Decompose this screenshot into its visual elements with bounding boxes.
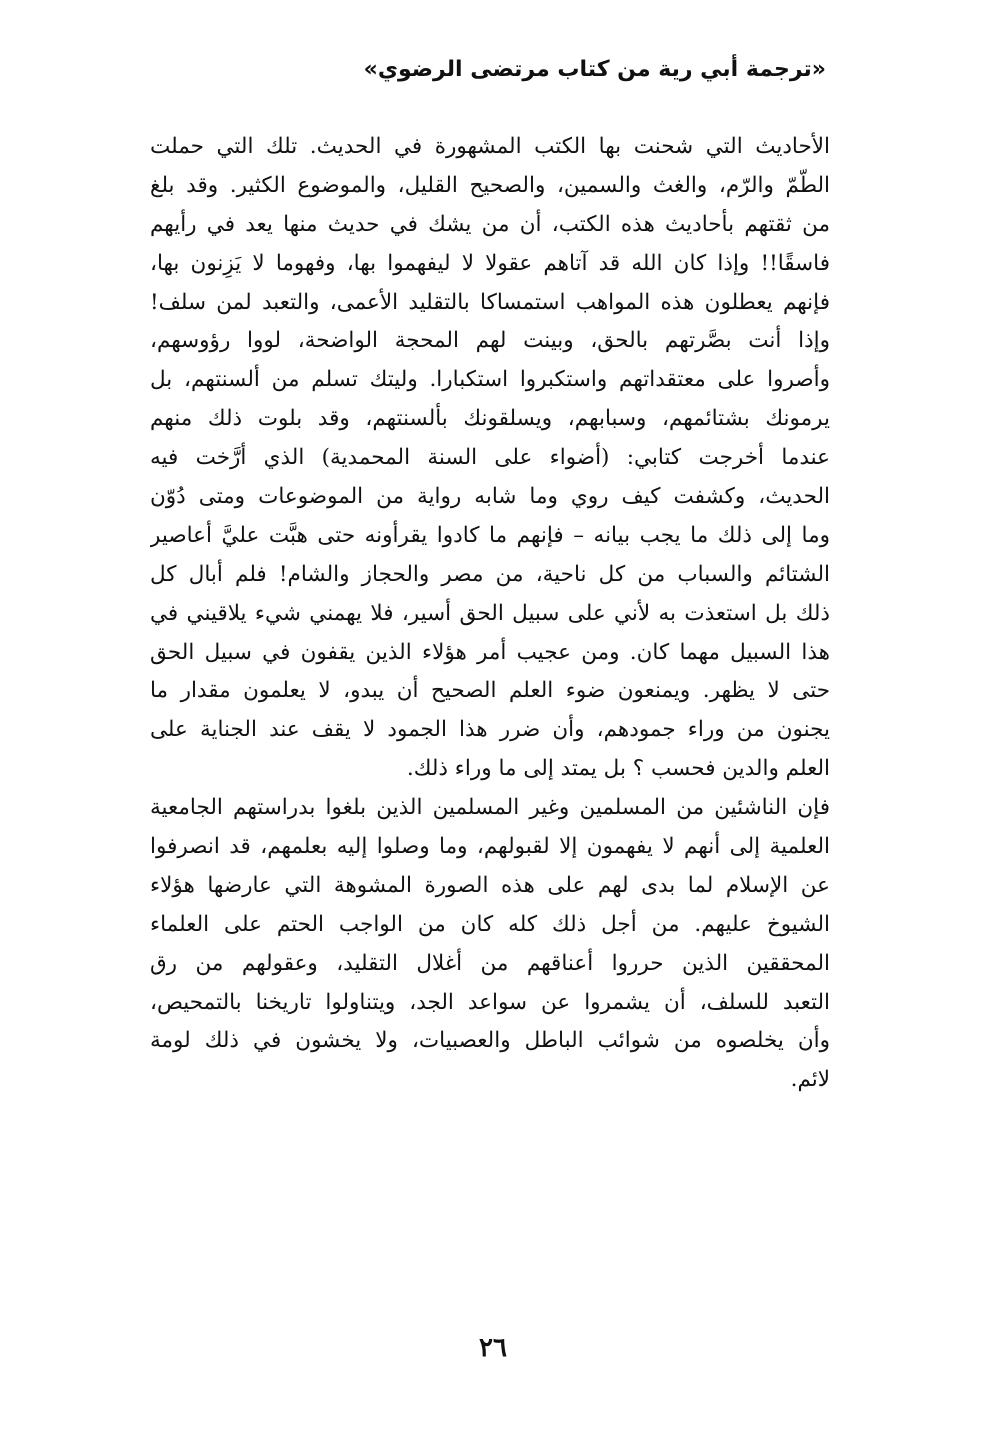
running-header: «ترجمة أبي رية من كتاب مرتضى الرضوي» — [363, 57, 826, 82]
text-line: حتى لا يظهر. ويمنعون ضوء العلم الصحيح أن يبدو، لا يعلمون مقدار ما — [150, 678, 830, 704]
body-text — [150, 128, 830, 1100]
text-line: الطّمّ والرّم، والغث والسمين، والصحيح القليل، والموضوع الكثير. وقد بلغ — [150, 172, 830, 198]
text-line: يجنون من وراء جمودهم، وأن ضرر هذا الجمود لا يقف عند الجناية على — [150, 717, 830, 743]
paragraph-last-line: لائم. — [790, 1067, 830, 1093]
text-line: وأن يخلصوه من شوائب الباطل والعصبيات، ولا يخشون في ذلك لومة — [150, 1028, 830, 1054]
text-line: الشيوخ عليهم. من أجل ذلك كله كان من الواجب الحتم على العلماء — [150, 911, 830, 937]
paragraph-last-line: العلم والدين فحسب ؟ بل يمتد إلى ما وراء ذلك. — [406, 756, 830, 782]
page-number: ٢٦ — [479, 1333, 507, 1363]
text-line: ذلك بل استعذت به لأني على سبيل الحق أسير، فلا يهمني شيء يلاقيني في — [150, 600, 830, 626]
text-line: العلمية إلى أنهم لا يفهمون إلا لقبولهم، وما وصلوا إليه بعلمهم، قد انصرفوا — [150, 834, 830, 860]
text-line: وأصروا على معتقداتهم واستكبروا استكبارا. وليتك تسلم من ألسنتهم، بل — [150, 367, 830, 393]
text-line: عن الإسلام لما بدى لهم على هذه الصورة المشوهة التي عارضها هؤلاء — [150, 872, 830, 898]
text-line: فإن الناشئين من المسلمين وغير المسلمين الذين بلغوا بدراستهم الجامعية — [150, 795, 830, 821]
text-line: يرمونك بشتائمهم، وسبابهم، ويسلقونك بألسنتهم، وقد بلوت ذلك منهم — [150, 406, 830, 432]
text-line: التعبد للسلف، أن يشمروا عن سواعد الجد، ويتناولوا تاريخنا بالتمحيص، — [150, 989, 830, 1015]
text-line: الحديث، وكشفت كيف روي وما شابه رواية من الموضوعات ومتى دُوّن — [150, 484, 830, 510]
text-line: عندما أخرجت كتابي: (أضواء على السنة المحمدية) الذي أرَّخت فيه — [150, 445, 830, 471]
text-line: الأحاديث التي شحنت بها الكتب المشهورة في الحديث. تلك التي حملت — [150, 134, 830, 159]
text-line: الشتائم والسباب من كل ناحية، من مصر والحجاز والشام! فلم أبال كل — [150, 561, 830, 587]
text-line: هذا السبيل مهما كان. ومن عجيب أمر هؤلاء الذين يقفون في سبيل الحق — [150, 639, 830, 665]
text-line: من ثقتهم بأحاديث هذه الكتب، أن من يشك في حديث منها يعد في رأيهم — [150, 211, 830, 237]
text-line: فاسقًا!! وإذا كان الله قد آتاهم عقولا لا ليفهموا بها، وفهوما لا يَزِنون بها، — [150, 250, 830, 276]
text-line: المحققين الذين حرروا أعناقهم من أغلال التقليد، وعقولهم من رق — [150, 950, 830, 976]
text-line: فإنهم يعطلون هذه المواهب استمساكا بالتقليد الأعمى، والتعبد لمن سلف! — [150, 289, 830, 315]
text-line: وإذا أنت بصَّرتهم بالحق، وبينت لهم المحجة الواضحة، لووا رؤوسهم، — [150, 328, 830, 354]
text-line: وما إلى ذلك ما يجب بيانه – فإنهم ما كادوا يقرأونه حتى هبَّت عليَّ أعاصير — [150, 522, 830, 548]
